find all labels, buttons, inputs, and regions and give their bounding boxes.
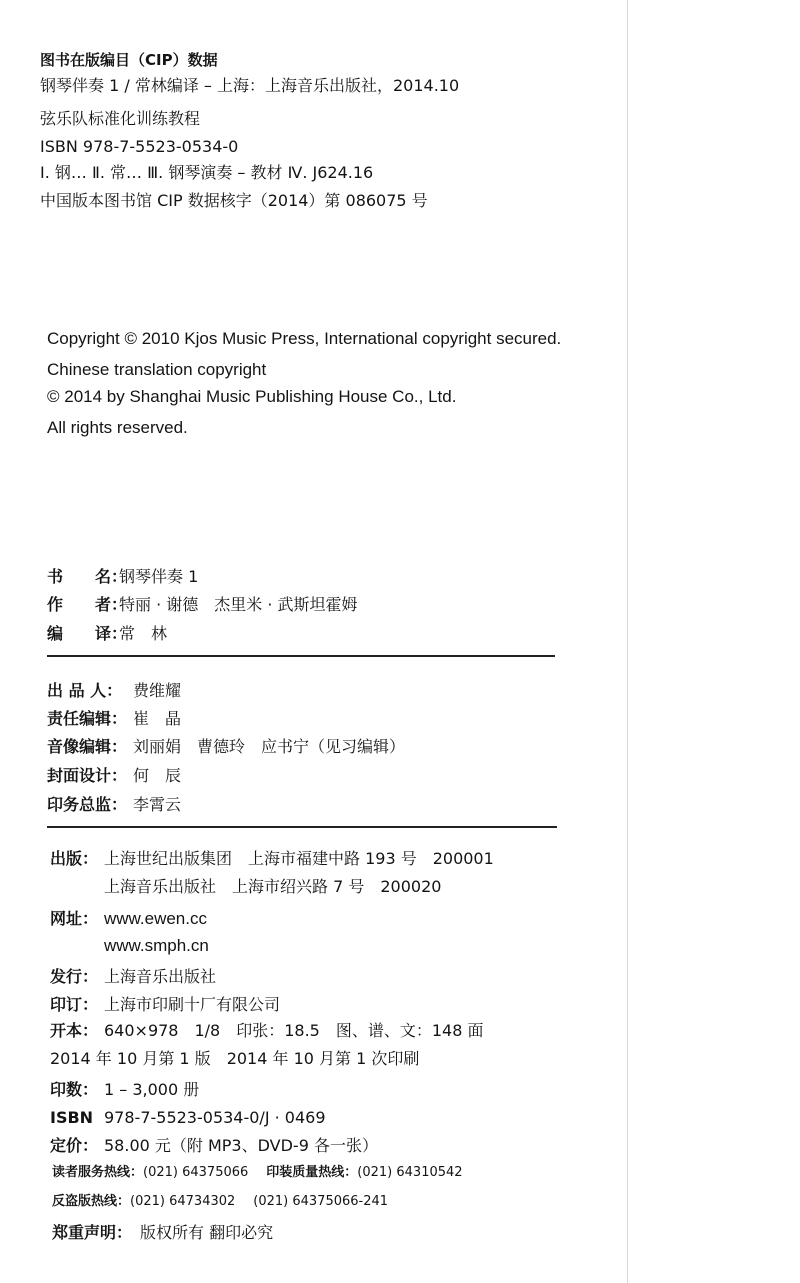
page-edge-line — [627, 0, 628, 1283]
format-label: 开本： — [50, 1021, 99, 1040]
print-run-row — [50, 1082, 199, 1098]
publisher-row — [50, 851, 494, 867]
credit-value: 特丽 · 谢德 杰里米 · 武斯坦霍姆 — [119, 595, 358, 614]
format-row — [50, 1023, 484, 1039]
credit-row — [47, 626, 167, 642]
staff-row — [47, 797, 181, 813]
piracy-hotline-value: (021) 64375066-241 — [253, 1194, 389, 1209]
service-hotline-value: (021) 64375066 — [143, 1165, 249, 1180]
staff-label: 出 品 人： — [47, 681, 123, 700]
copyright-line: Chinese translation copyright — [47, 360, 267, 379]
cip-line: ISBN 978-7-5523-0534-0 — [40, 137, 239, 156]
publisher-value: 上海音乐出版社 上海市绍兴路 7 号 200020 — [104, 877, 442, 896]
printer-row — [50, 997, 280, 1013]
staff-value: 何 辰 — [133, 766, 182, 785]
credit-value: 常 林 — [119, 624, 168, 643]
cip-line: 弦乐队标准化训练教程 — [40, 109, 201, 128]
isbn-value: 978-7-5523-0534-0/J · 0469 — [104, 1108, 326, 1127]
quality-hotline-value: (021) 64310542 — [357, 1165, 463, 1180]
divider — [47, 655, 555, 657]
isbn-label: ISBN — [50, 1108, 94, 1127]
print-run-label: 印数： — [50, 1080, 99, 1099]
website-label: 网址： — [50, 909, 99, 928]
price-label: 定价： — [50, 1136, 99, 1155]
copyright-line: All rights reserved. — [47, 418, 188, 437]
credit-label: 书 名： — [47, 567, 128, 586]
divider — [47, 826, 557, 828]
printer-label: 印订： — [50, 995, 99, 1014]
website-value: www.smph.cn — [104, 936, 209, 955]
notice-value: 版权所有 翻印必究 — [140, 1223, 274, 1242]
website-value: www.ewen.cc — [104, 909, 207, 928]
price-row — [50, 1138, 378, 1154]
staff-value: 崔 晶 — [133, 709, 182, 728]
staff-row — [47, 683, 181, 699]
publisher-value: 上海世纪出版集团 上海市福建中路 193 号 200001 — [104, 849, 494, 868]
staff-label: 印务总监： — [47, 795, 128, 814]
credit-row — [47, 569, 198, 585]
price-value: 58.00 元（附 MP3、DVD-9 各一张） — [104, 1136, 378, 1155]
staff-label: 封面设计： — [47, 766, 128, 785]
distributor-label: 发行： — [50, 967, 99, 986]
staff-row — [47, 739, 405, 755]
edition-line: 2014 年 10 月第 1 版 2014 年 10 月第 1 次印刷 — [50, 1049, 420, 1068]
cip-line: 钢琴伴奏 1 / 常林编译 – 上海：上海音乐出版社，2014.10 — [40, 76, 460, 95]
staff-value: 费维耀 — [133, 681, 182, 700]
piracy-row — [52, 1195, 388, 1208]
copyright-line: © 2014 by Shanghai Music Publishing House Co., Ltd. — [47, 387, 457, 406]
printer-value: 上海市印刷十厂有限公司 — [104, 995, 281, 1014]
cip-title: 图书在版编目（CIP）数据 — [40, 51, 218, 69]
piracy-hotline-value: (021) 64734302 — [130, 1194, 236, 1209]
piracy-hotline-label: 反盗版热线： — [52, 1194, 131, 1209]
staff-row — [47, 768, 181, 784]
website-row — [50, 910, 207, 927]
staff-label: 音像编辑： — [47, 737, 128, 756]
credit-label: 作 者： — [47, 595, 128, 614]
cip-line: Ⅰ. 钢… Ⅱ. 常… Ⅲ. 钢琴演奏 – 教材 Ⅳ. J624.16 — [40, 163, 374, 182]
notice-label: 郑重声明： — [52, 1223, 133, 1242]
notice-row — [52, 1225, 273, 1241]
service-hotline-label: 读者服务热线： — [52, 1165, 144, 1180]
staff-value: 刘丽娟 曹德玲 应书宁（见习编辑） — [133, 737, 406, 756]
credit-row — [47, 597, 358, 613]
cip-line: 中国版本图书馆 CIP 数据核字（2014）第 086075 号 — [40, 191, 428, 210]
credit-label: 编 译： — [47, 624, 128, 643]
hotline-row — [52, 1166, 463, 1179]
copyright-line: Copyright © 2010 Kjos Music Press, International copyright secured. — [47, 329, 562, 348]
publisher-label: 出版： — [50, 849, 99, 868]
print-run-value: 1 – 3,000 册 — [104, 1080, 200, 1099]
staff-label: 责任编辑： — [47, 709, 128, 728]
staff-value: 李霄云 — [133, 795, 182, 814]
isbn-row — [50, 1110, 326, 1126]
format-value: 640×978 1/8 印张：18.5 图、谱、文：148 面 — [104, 1021, 484, 1040]
quality-hotline-label: 印装质量热线： — [266, 1165, 358, 1180]
distributor-row — [50, 969, 216, 985]
staff-row — [47, 711, 181, 727]
credit-value: 钢琴伴奏 1 — [119, 567, 199, 586]
distributor-value: 上海音乐出版社 — [104, 967, 217, 986]
